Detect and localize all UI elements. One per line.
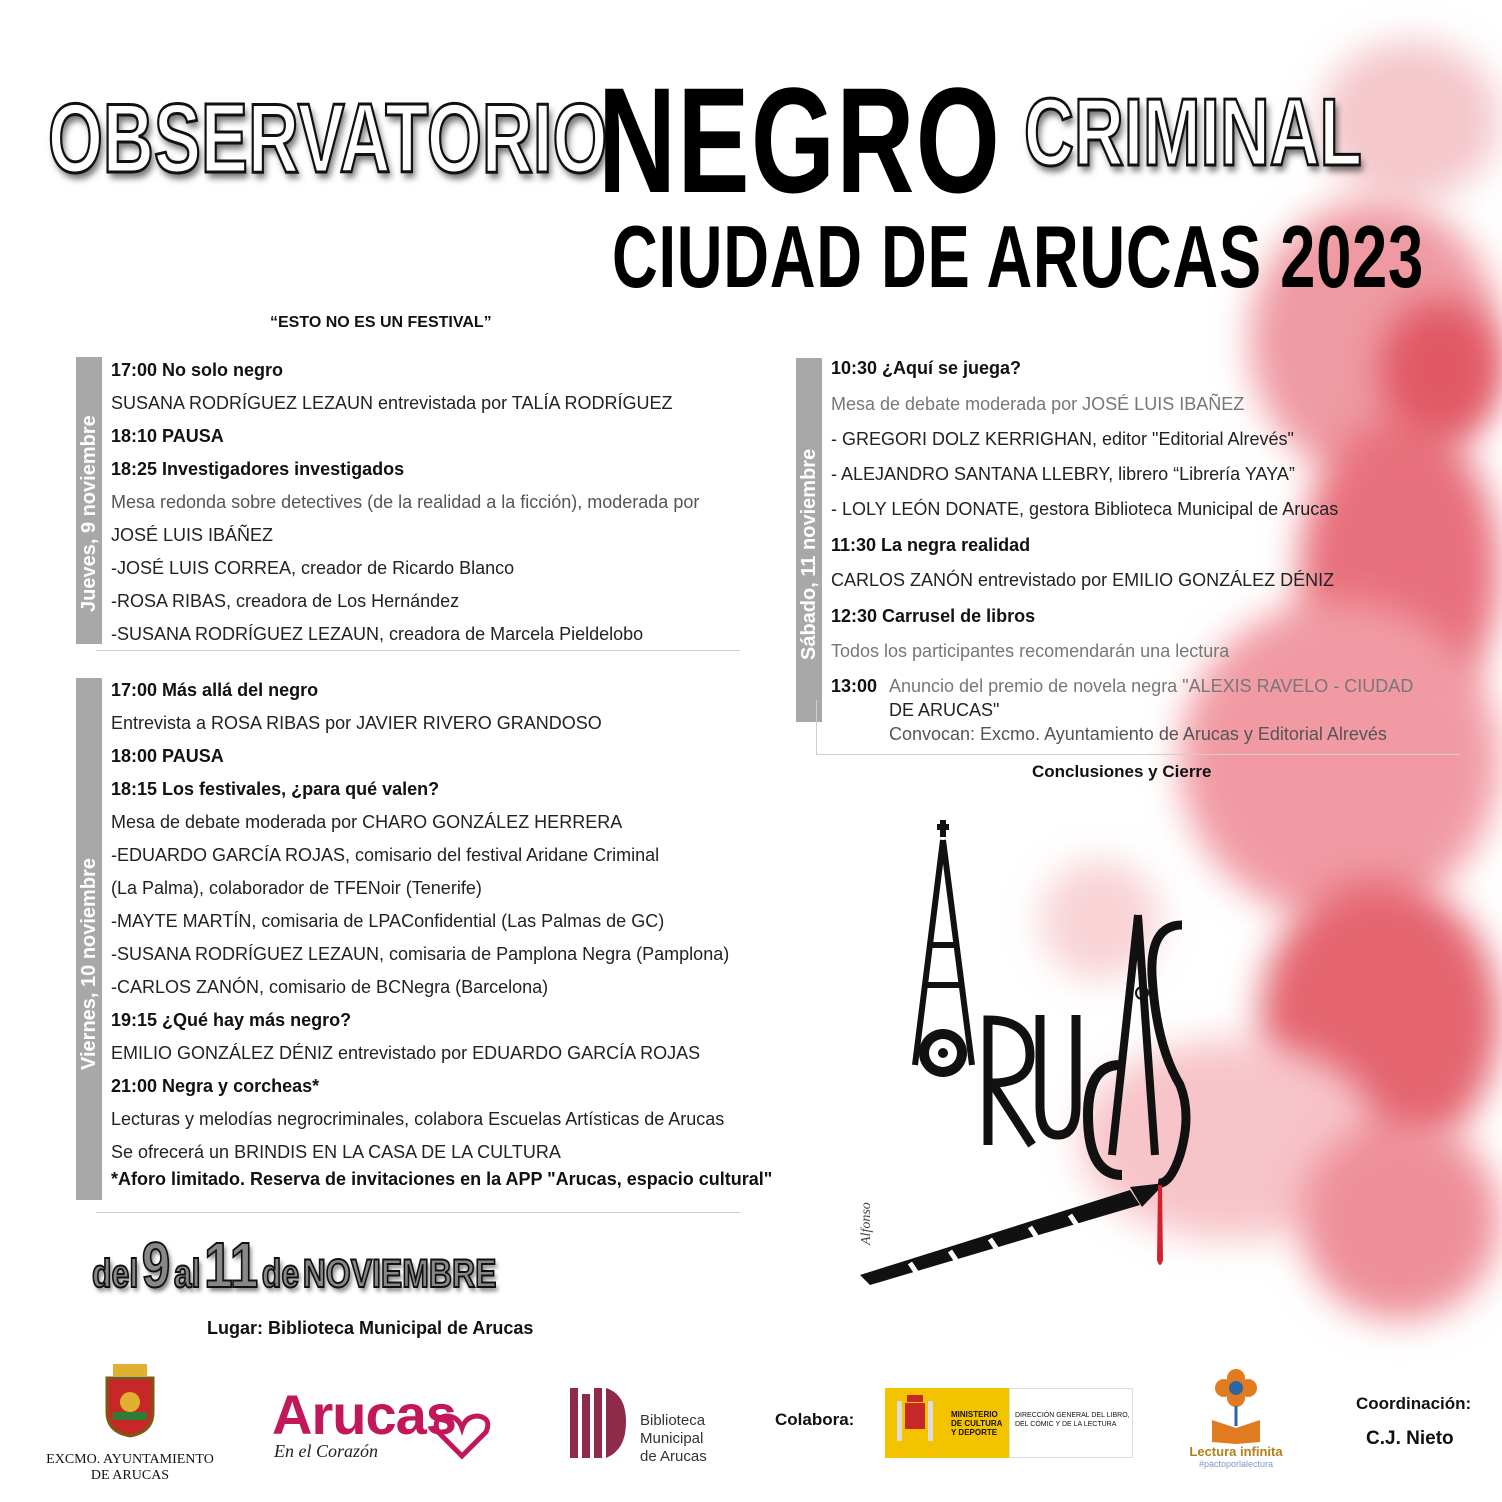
ayuntamiento-name-line2: DE ARUCAS: [90, 1468, 170, 1483]
ministerio-text-3: Y DEPORTE: [951, 1428, 998, 1437]
divider: [816, 700, 817, 754]
biblioteca-logo: [568, 1384, 728, 1464]
biblioteca-name-2: Municipal: [640, 1430, 704, 1447]
biblioteca-name-3: de Arucas: [640, 1448, 707, 1465]
schedule-line: Convocan: Excmo. Ayuntamiento de Arucas y Editorial Alrevés: [889, 724, 1387, 744]
subtitle: “ESTO NO ES UN FESTIVAL”: [270, 314, 492, 331]
schedule-line: Mesa redonda sobre detectives (de la realidad a la ficción), moderada por: [111, 492, 700, 512]
schedule-line: EMILIO GONZÁLEZ DÉNIZ entrevistado por EDUARDO GARCÍA ROJAS: [111, 1043, 701, 1063]
conclusions: Conclusiones y Cierre: [1032, 762, 1212, 781]
schedule-line: CARLOS ZANÓN entrevistado por EMILIO GONZÁLEZ DÉNIZ: [831, 570, 1335, 590]
direccion-text-1: DIRECCIÓN GENERAL DEL LIBRO,: [1015, 1412, 1130, 1419]
schedule-line: 18:25 Investigadores investigados: [111, 459, 405, 479]
arucas-wordmark: Arucas: [272, 1383, 456, 1446]
divider: [816, 754, 1460, 755]
event-dates: [92, 1228, 496, 1302]
flower-book-icon: [1206, 1366, 1266, 1444]
schedule-line: 18:15 Los festivales, ¿para qué valen?: [111, 779, 440, 799]
schedule-line: JOSÉ LUIS IBÁÑEZ: [111, 525, 274, 545]
dates-month: NOVIEMBRE: [302, 1252, 497, 1296]
coordinacion-label: Coordinación:: [1356, 1394, 1472, 1413]
schedule-final-time: 13:00: [831, 676, 878, 696]
title-word-observatorio: OBSERVATORIO: [48, 83, 608, 193]
schedule-line: 18:10 PAUSA: [111, 426, 224, 446]
ministerio-text-2: DE CULTURA: [951, 1419, 1003, 1428]
schedule-line: - ALEJANDRO SANTANA LLEBRY, librero “Librería YAYA”: [831, 464, 1295, 484]
schedule-line: Todos los participantes recomendarán una lectura: [831, 641, 1230, 661]
day-label-friday: Viernes, 10 noviembre: [78, 858, 100, 1070]
coordinacion-name: C.J. Nieto: [1366, 1428, 1454, 1449]
arucas-en-el-corazon-logo: [272, 1382, 502, 1472]
title-word-negro: NEGRO: [598, 56, 1002, 224]
heart-icon: [432, 1410, 492, 1460]
spire-letter-a: [915, 820, 972, 1065]
title-city-year: CIUDAD DE ARUCAS 2023: [612, 207, 1424, 306]
venue: Lugar: Biblioteca Municipal de Arucas: [207, 1318, 534, 1338]
schedule-line: Mesa de debate moderada por CHARO GONZÁLEZ HERRERA: [111, 812, 623, 832]
schedule-line: 18:00 PAUSA: [111, 746, 224, 766]
schedule-line: 11:30 La negra realidad: [831, 535, 1031, 555]
schedule-line: -SUSANA RODRÍGUEZ LEZAUN, comisaria de Pamplona Negra (Pamplona): [111, 944, 730, 964]
title-word-criminal: CRIMINAL: [1024, 79, 1362, 186]
coat-of-arms-icon: [95, 1362, 165, 1438]
colabora-label: Colabora:: [775, 1410, 855, 1429]
lectura-name: Lectura infinita: [1189, 1444, 1283, 1459]
schedule-line: Mesa de debate moderada por JOSÉ LUIS IBAÑEZ: [831, 394, 1245, 414]
divider: [96, 650, 740, 651]
pen-body: [860, 1190, 1140, 1285]
ministerio-text-1: MINISTERIO: [951, 1410, 998, 1419]
rose-window-center: [938, 1048, 948, 1058]
dates-al: al: [173, 1252, 201, 1296]
letter-a-right: [1112, 915, 1155, 1155]
biblioteca-name-1: Biblioteca: [640, 1412, 706, 1429]
dates-de: de: [261, 1252, 300, 1296]
arucas-tagline: En el Corazón: [274, 1441, 379, 1461]
direccion-text-2: DEL CÓMIC Y DE LA LECTURA: [1015, 1421, 1117, 1428]
title: [0, 56, 1502, 224]
day-label-thursday: Jueves, 9 noviembre: [78, 415, 100, 612]
schedule-line: 21:00 Negra y corcheas*: [111, 1076, 320, 1096]
biblioteca-icon: [568, 1384, 628, 1460]
schedule-line: [889, 676, 1413, 697]
schedule-line: 10:30 ¿Aquí se juega?: [831, 358, 1022, 378]
lectura-infinita-logo: [1176, 1366, 1296, 1482]
schedule-saturday: [831, 358, 1471, 748]
arucas-pen-artwork: [840, 815, 1200, 1295]
schedule-line: -CARLOS ZANÓN, comisario de BCNegra (Barcelona): [111, 977, 549, 997]
schedule-line: *Aforo limitado. Reserva de invitaciones en la APP "Arucas, espacio cultural": [111, 1169, 773, 1189]
award-text: Anuncio del premio de novela negra "ALEXIS RAVELO - CIUDAD: [889, 676, 1414, 696]
ayuntamiento-logo: [30, 1362, 230, 1492]
ministerio-logo: [885, 1388, 1133, 1458]
schedule-line: 17:00 Más allá del negro: [111, 680, 319, 700]
letter-u: [1040, 1015, 1076, 1135]
dates-day-end: 11: [204, 1229, 259, 1301]
schedule-line: Entrevista a ROSA RIBAS por JAVIER RIVERO GRANDOSO: [111, 713, 602, 733]
schedule-line: 12:30 Carrusel de libros: [831, 606, 1036, 626]
schedule-line: -SUSANA RODRÍGUEZ LEZAUN, creadora de Marcela Pieldelobo: [111, 624, 644, 644]
artist-signature: Alfonso: [859, 1202, 874, 1245]
schedule-line: 19:15 ¿Qué hay más negro?: [111, 1010, 352, 1030]
blood-drop: [1157, 1185, 1163, 1265]
schedule-line: SUSANA RODRÍGUEZ LEZAUN entrevistada por TALÍA RODRÍGUEZ: [111, 393, 673, 413]
schedule-line: -EDUARDO GARCÍA ROJAS, comisario del festival Aridane Criminal: [111, 845, 660, 865]
dates-day-start: 9: [141, 1229, 171, 1301]
dates-del: del: [92, 1252, 139, 1296]
divider: [96, 1212, 740, 1213]
lectura-hashtag: #pactoporlalectura: [1198, 1459, 1274, 1469]
schedule-line: - GREGORI DOLZ KERRIGHAN, editor "Editorial Alrevés": [831, 429, 1294, 449]
day-label-saturday: Sábado, 11 noviembre: [798, 448, 820, 660]
schedule-line: -JOSÉ LUIS CORREA, creador de Ricardo Blanco: [111, 558, 515, 578]
schedule-line: 17:00 No solo negro: [111, 360, 284, 380]
schedule-friday: [111, 680, 811, 1200]
schedule-line: Se ofrecerá un BRINDIS EN LA CASA DE LA CULTURA: [111, 1142, 561, 1162]
spain-arms-icon: [895, 1395, 935, 1451]
schedule-line: (La Palma), colaborador de TFENoir (Tenerife): [111, 878, 482, 898]
schedule-line: -MAYTE MARTÍN, comisaria de LPAConfidential (Las Palmas de GC): [111, 911, 665, 931]
schedule-line: - LOLY LEÓN DONATE, gestora Biblioteca Municipal de Arucas: [831, 499, 1339, 519]
schedule-thursday: [111, 360, 751, 650]
schedule-line: -ROSA RIBAS, creadora de Los Hernández: [111, 591, 460, 611]
ayuntamiento-name-line1: EXCMO. AYUNTAMIENTO: [46, 1452, 214, 1467]
schedule-line: DE ARUCAS": [889, 700, 1000, 720]
schedule-line: Lecturas y melodías negrocriminales, colabora Escuelas Artísticas de Arucas: [111, 1109, 725, 1129]
letter-r: [988, 1020, 1032, 1145]
